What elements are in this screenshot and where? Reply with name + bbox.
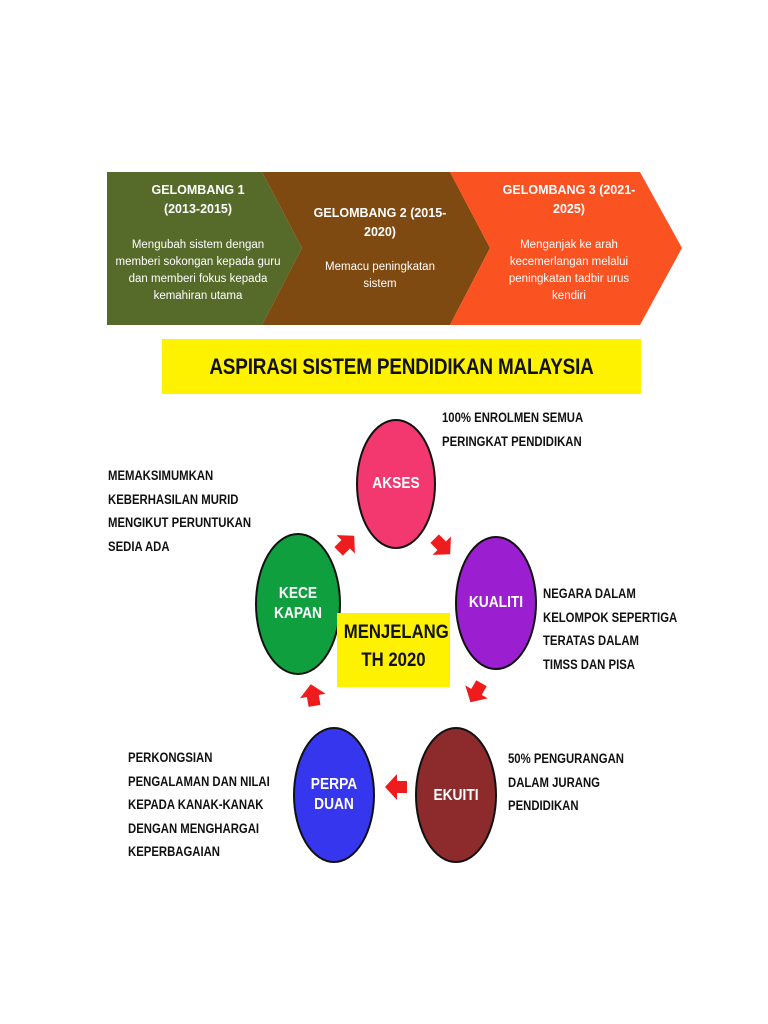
arrow-kualiti-to-ekuiti xyxy=(459,677,493,709)
arrow-akses-to-kualiti xyxy=(425,529,459,563)
kualiti-note: NEGARA DALAM KELOMPOK SEPERTIGA TERATAS DALAM TIMSS DAN PISA xyxy=(543,586,678,672)
center-target-text: MENJELANG TH 2020 xyxy=(343,622,449,671)
akses-label: AKSES xyxy=(372,475,420,492)
perpaduan-note: PERKONGSIAN PENGALAMAN DAN NILAI KEPADA KANAK-KANAK DENGAN MENGHARGAI KEPERBAGAIAN xyxy=(128,750,270,859)
wave-2-description: Memacu peningkatan sistem xyxy=(325,261,435,290)
akses-note: 100% ENROLMEN SEMUA PERINGKAT PENDIDIKAN xyxy=(442,410,584,449)
ekuiti-label: EKUITI xyxy=(433,787,479,804)
arrow-kecekapan-to-akses xyxy=(329,527,363,561)
arrow-ekuiti-to-perpaduan xyxy=(385,774,407,800)
kecekapan-note: MEMAKSIMUMKAN KEBERHASILAN MURID MENGIKUT PERUNTUKAN SEDIA ADA xyxy=(108,468,252,554)
kualiti-label: KUALITI xyxy=(468,594,524,611)
wave-3-description: Menganjak ke arah kecemerlangan melalui peningkatan tadbir urus kendiri xyxy=(508,239,630,302)
perpaduan-label: PERPA DUAN xyxy=(310,776,358,813)
wave-1-description: Mengubah sistem dengan memberi sokongan kepada guru dan memberi fokus kepada kemahiran utama xyxy=(115,239,281,302)
arrow-perpaduan-to-kecekapan xyxy=(298,682,327,708)
kecekapan-label: KECE KAPAN xyxy=(274,585,322,622)
wave-2-title: GELOMBANG 2 (2015- 2020) xyxy=(313,206,447,239)
wave-1-title: GELOMBANG 1 (2013-2015) xyxy=(151,183,245,216)
ekuiti-note: 50% PENGURANGAN DALAM JURANG PENDIDIKAN xyxy=(508,751,624,813)
wave-3-title: GELOMBANG 3 (2021- 2025) xyxy=(502,183,636,216)
center-target-box xyxy=(337,613,450,687)
banner-title: ASPIRASI SISTEM PENDIDIKAN MALAYSIA xyxy=(209,354,594,379)
